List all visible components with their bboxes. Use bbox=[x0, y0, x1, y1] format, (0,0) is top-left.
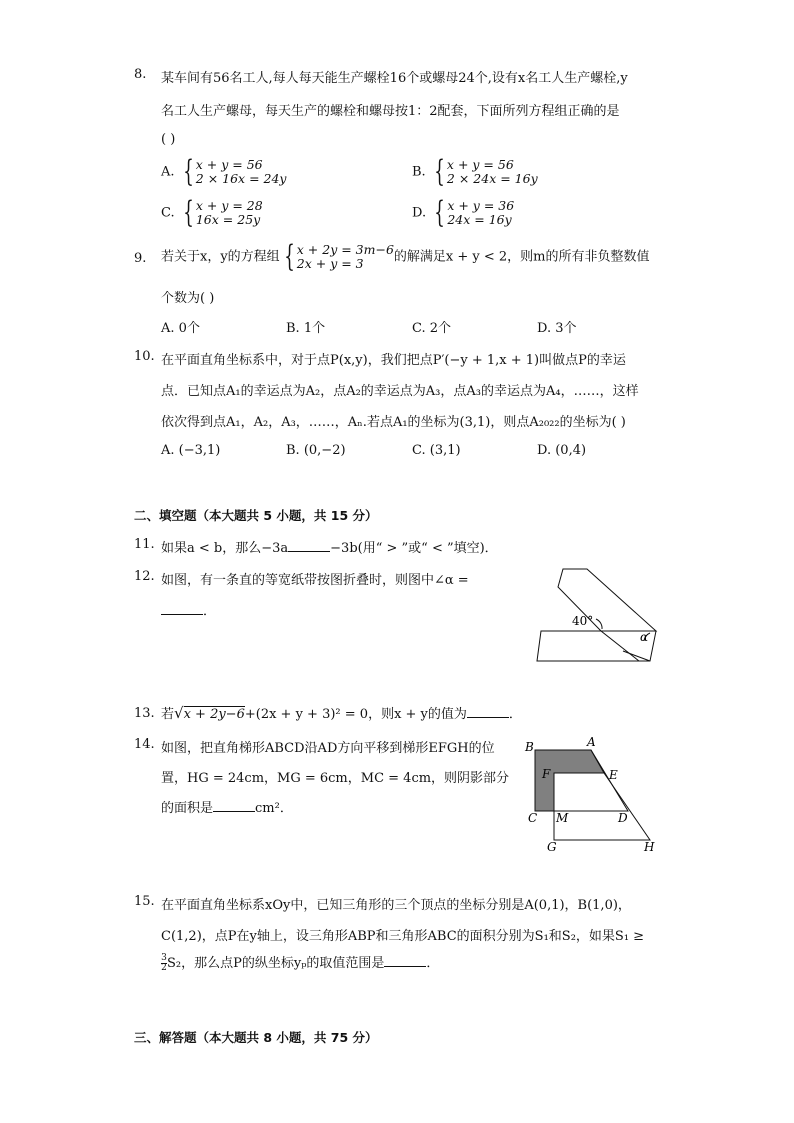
q13-line: 若√x + 2y−6+(2x + y + 3)² = 0，则x + y的值为 ． bbox=[161, 704, 522, 722]
q10-line1: 在平面直角坐标系中，对于点P(x,y)，我们把点P′(−y + 1,x + 1)叫做点P的幸运 bbox=[161, 353, 626, 368]
q12-blank[interactable] bbox=[161, 602, 203, 615]
q9-option-c[interactable]: C. 2个 bbox=[412, 321, 452, 336]
q8-option-d[interactable]: D. { x + y = 36 24x = 16y bbox=[412, 195, 515, 230]
svg-text:H: H bbox=[644, 840, 655, 854]
q12-number: 12. bbox=[134, 569, 155, 584]
q8-option-c[interactable]: C. { x + y = 28 16x = 25y bbox=[161, 195, 263, 230]
q9-line1: 若关于x，y的方程组 { x + 2y = 3m−6 2x + y = 3 的解满足x + y < 2，则m的所有非负整数值 bbox=[161, 239, 650, 274]
q10-option-b[interactable]: B. (0,−2) bbox=[286, 443, 346, 458]
q14-blank[interactable] bbox=[213, 799, 255, 812]
svg-text:A: A bbox=[587, 735, 596, 749]
svg-text:E: E bbox=[609, 768, 618, 782]
q10-option-d[interactable]: D. (0,4) bbox=[537, 443, 587, 458]
q8-number: 8. bbox=[134, 67, 147, 82]
q15-number: 15. bbox=[134, 894, 155, 909]
q9-option-b[interactable]: B. 1个 bbox=[286, 321, 326, 336]
q12-line2: ． bbox=[161, 600, 216, 619]
q9-option-d[interactable]: D. 3个 bbox=[537, 321, 577, 336]
q8-option-b[interactable]: B. { x + y = 56 2 × 24x = 16y bbox=[412, 154, 538, 189]
q11-line: 如果a < b，那么−3a −3b(用“ > ”或“ < ”填空)． bbox=[161, 541, 498, 556]
q13-blank[interactable] bbox=[467, 705, 509, 718]
q11-number: 11. bbox=[134, 537, 155, 552]
q12-folded-strip-figure bbox=[532, 563, 668, 667]
q14-line1: 如图，把直角梯形ABCD沿AD方向平移到梯形EFGH的位 bbox=[161, 741, 495, 756]
q10-line3: 依次得到点A₁，A₂，A₃，……，Aₙ.若点A₁的坐标为(3,1)，则点A₂₀₂₂的坐标为( ) bbox=[161, 415, 626, 430]
q9-number: 9. bbox=[134, 251, 147, 266]
q15-blank[interactable] bbox=[384, 954, 426, 967]
q15-line1: 在平面直角坐标系xOy中，已知三角形的三个顶点的坐标分别是A(0,1)，B(1,0)， bbox=[161, 898, 631, 913]
q8-line1: 某车间有56名工人,每人每天能生产螺栓16个或螺母24个,设有x名工人生产螺栓,y bbox=[161, 71, 628, 86]
q10-line2: 点．已知点A₁的幸运点为A₂，点A₂的幸运点为A₃，点A₃的幸运点为A₄，……，这样 bbox=[161, 384, 639, 399]
q15-line2: C(1,2)，点P在y轴上，设三角形ABP和三角形ABC的面积分别为S₁和S₂，如果S₁ ≥ bbox=[161, 929, 645, 944]
section-solution-title: 三、解答题（本大题共 8 小题，共 75 分） bbox=[134, 1030, 378, 1045]
q14-trapezoid-efgh bbox=[554, 773, 650, 840]
q14-line3: 的面积是 cm²． bbox=[161, 801, 293, 816]
q10-option-c[interactable]: C. (3,1) bbox=[412, 443, 461, 458]
q14-line2: 置，HG = 24cm，MG = 6cm，MC = 4cm，则阴影部分 bbox=[161, 771, 510, 786]
svg-text:G: G bbox=[547, 840, 557, 854]
svg-text:B: B bbox=[525, 740, 534, 754]
q13-number: 13. bbox=[134, 706, 155, 721]
q10-option-a[interactable]: A. (−3,1) bbox=[161, 443, 221, 458]
q11-blank[interactable] bbox=[288, 539, 330, 552]
q9-line2: 个数为( ) bbox=[161, 291, 215, 306]
q8-option-a[interactable]: A. { x + y = 56 2 × 16x = 24y bbox=[161, 154, 287, 189]
q8-line2: 名工人生产螺母，每天生产的螺栓和螺母按1：2配套，下面所列方程组正确的是 bbox=[161, 104, 620, 119]
svg-text:F: F bbox=[542, 767, 551, 781]
svg-text:C: C bbox=[528, 811, 538, 825]
q12-alpha-label: α bbox=[640, 630, 649, 644]
q14-number: 14. bbox=[134, 737, 155, 752]
q14-trapezoid-figure bbox=[520, 733, 670, 857]
q9-option-a[interactable]: A. 0个 bbox=[161, 321, 200, 336]
q12-line1: 如图，有一条直的等宽纸带按图折叠时，则图中∠α = bbox=[161, 573, 469, 588]
q10-number: 10. bbox=[134, 349, 155, 364]
q12-angle-40-label: 40° bbox=[572, 614, 594, 628]
svg-text:D: D bbox=[618, 811, 628, 825]
section-fill-in-title: 二、填空题（本大题共 5 小题，共 15 分） bbox=[134, 508, 378, 523]
q15-line3: $\frac{3}{2}$ S₂，那么点P的纵坐标yₚ的取值范围是 ． bbox=[161, 953, 440, 973]
q8-line3: ( ) bbox=[161, 132, 176, 147]
svg-text:M: M bbox=[556, 811, 569, 825]
